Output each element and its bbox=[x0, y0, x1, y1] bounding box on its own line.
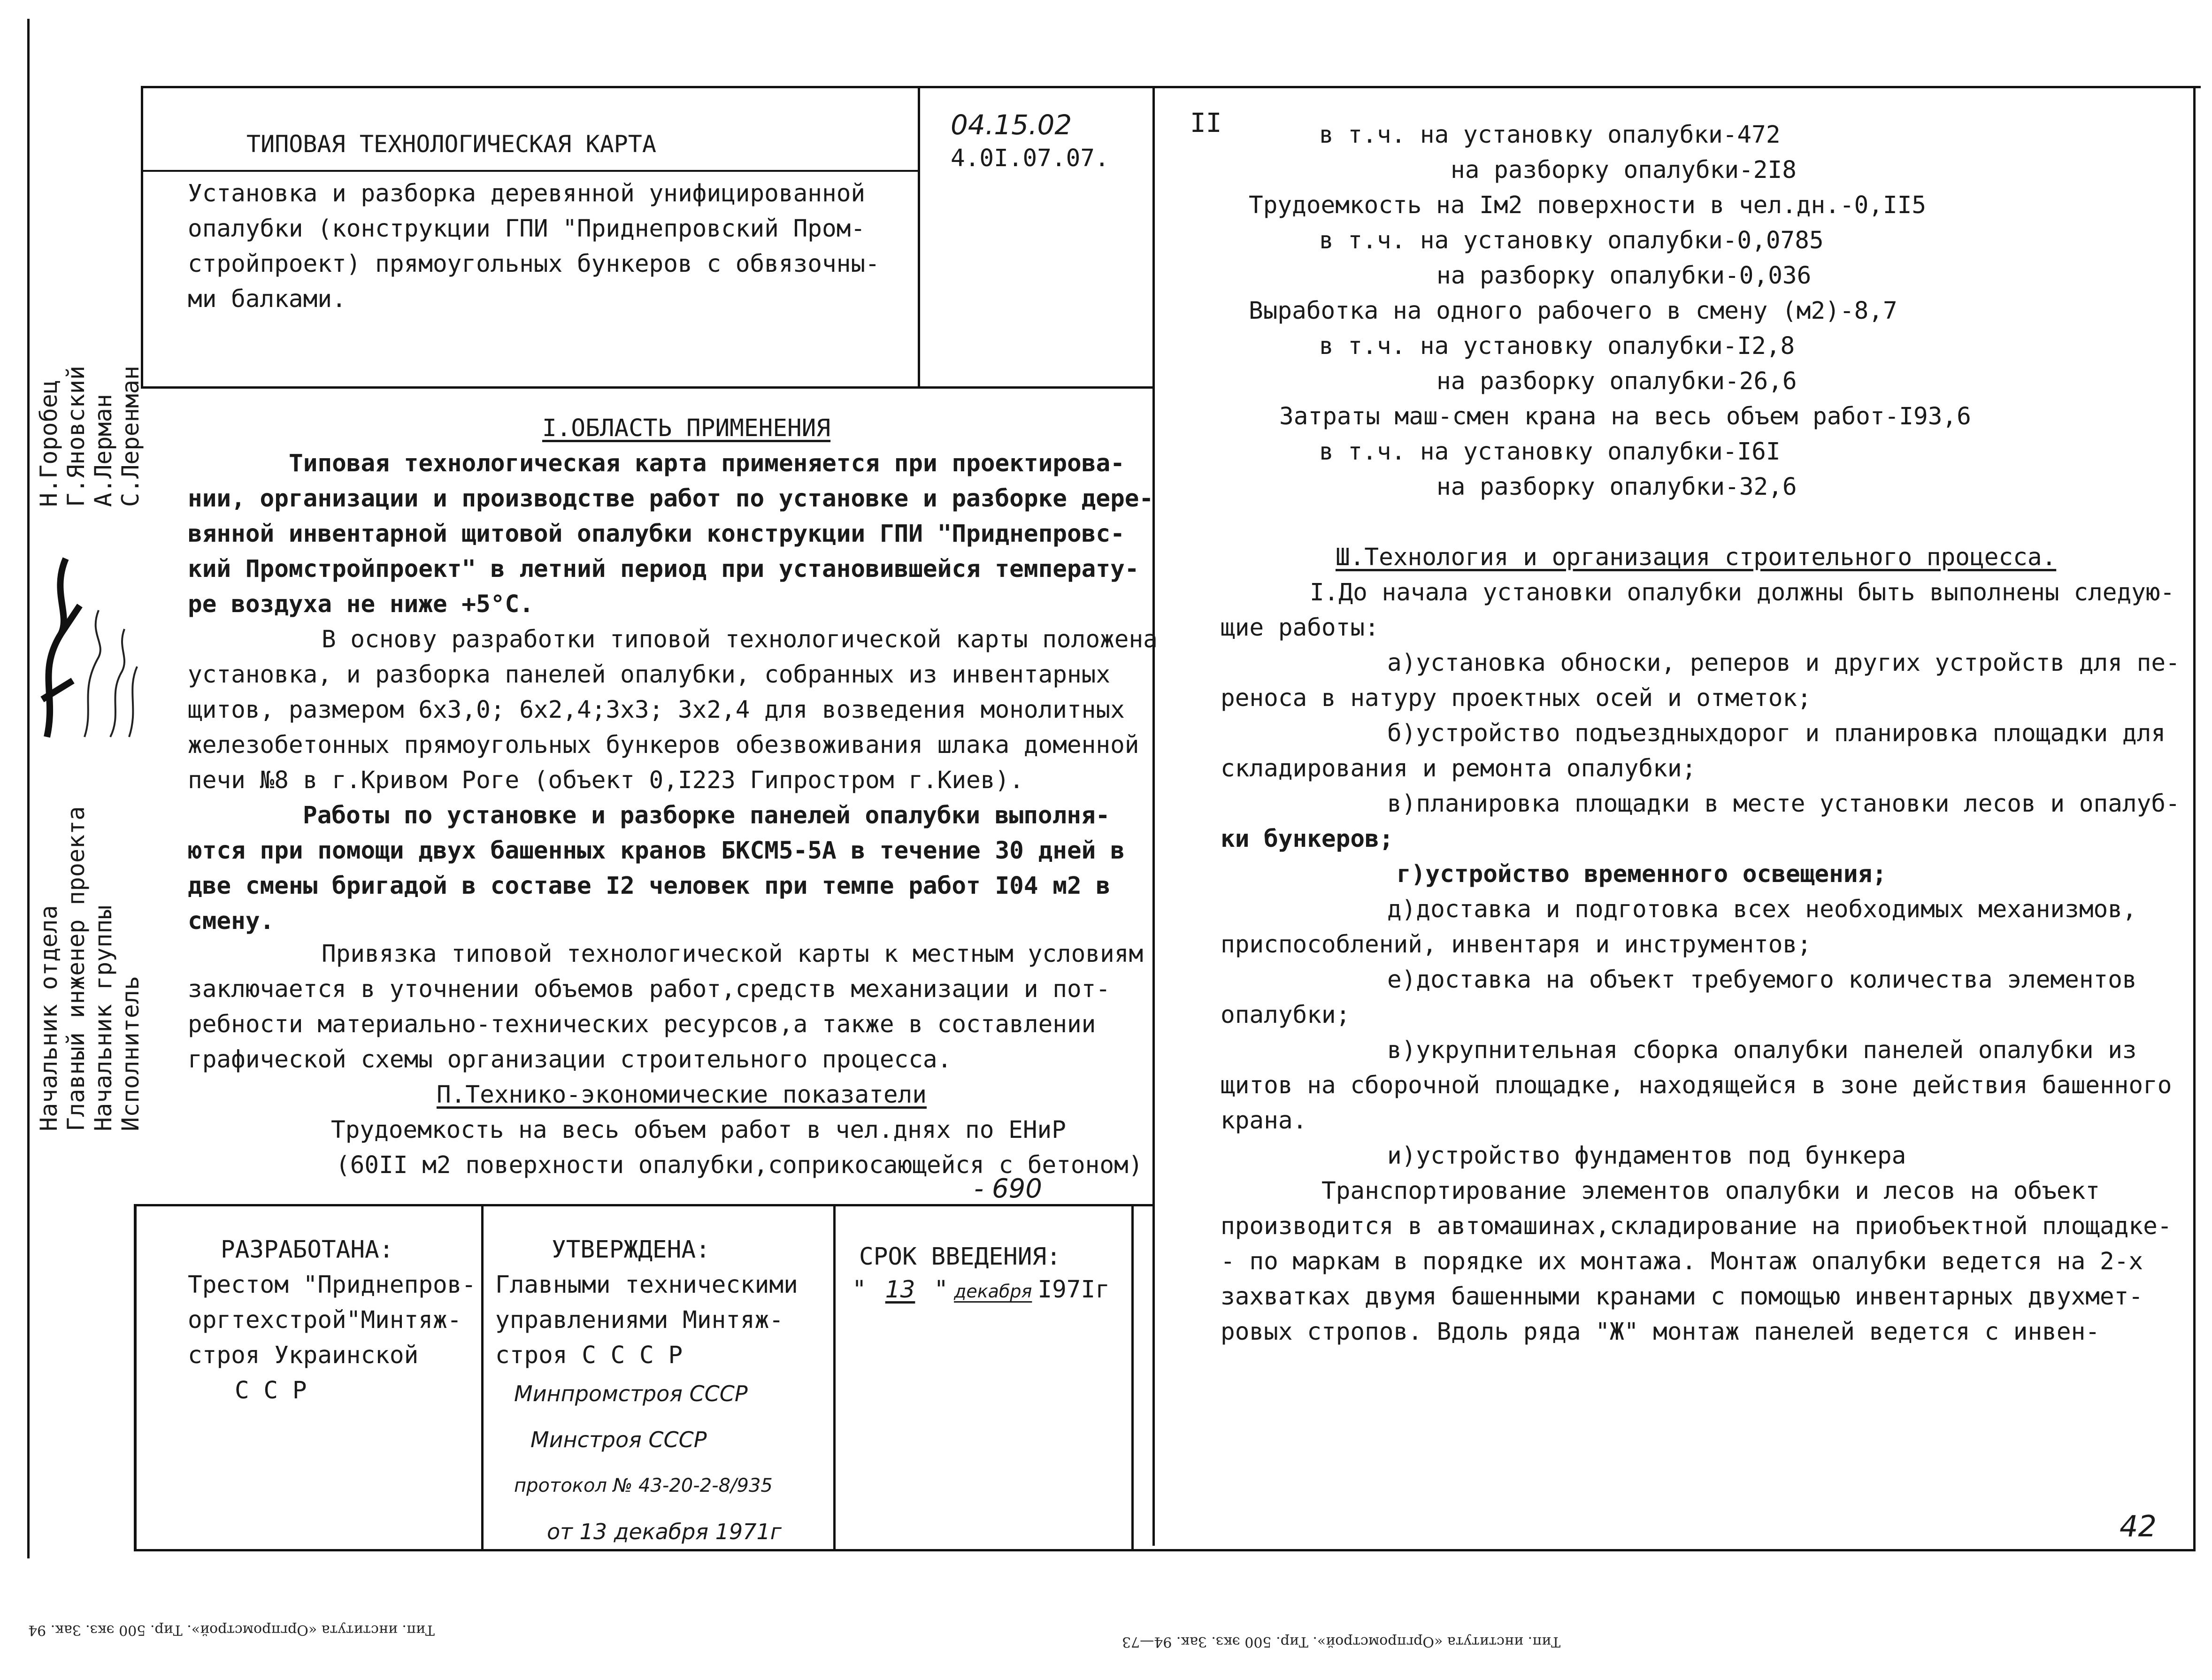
date-month: декабря bbox=[954, 1281, 1032, 1302]
signature-roles bbox=[35, 806, 144, 1131]
text-line: в)укрупнительная сборка опалубки панелей опалубки из bbox=[1387, 1036, 2137, 1064]
text-line: Типовая технологическая карта применяется при проектирова- bbox=[289, 450, 1125, 477]
text-line: строя Украинской bbox=[188, 1342, 419, 1369]
text-line: ровых стропов. Вдоль ряда "Ж" монтаж панелей ведется с инвен- bbox=[1221, 1318, 2100, 1346]
date-year: I97Iг bbox=[1037, 1276, 1110, 1304]
text-line: (60II м2 поверхности опалубки,соприкосающейся с бетоном) bbox=[336, 1151, 1143, 1179]
text-line: вянной инвентарной щитовой опалубки конструкции ГПИ "Приднепровс- bbox=[188, 520, 1125, 548]
text-line: ребности материально-технических ресурсов,а также в составлении bbox=[188, 1011, 1096, 1038]
section1-para1 bbox=[188, 446, 1153, 622]
subject-line: Установка и разборка деревянной унифицированной bbox=[188, 180, 866, 207]
frame-left-lower bbox=[134, 1204, 137, 1551]
section2-text bbox=[331, 1112, 1143, 1183]
text-line: Минстроя СССР bbox=[530, 1427, 707, 1452]
date-day: 13 bbox=[885, 1276, 915, 1303]
text-line: кий Промстройпроект" в летний период при установившейся температу- bbox=[188, 555, 1139, 583]
page-marker: II bbox=[1190, 108, 1222, 138]
text-line: реноса в натуру проектных осей и отметок; bbox=[1221, 684, 1812, 712]
text-line: щие работы: bbox=[1221, 614, 1379, 642]
text-line: ки бункеров; bbox=[1221, 825, 1394, 853]
text-line: оргтехстрой"Минтяж- bbox=[188, 1306, 462, 1334]
text-line: графической схемы организации строительного процесса. bbox=[188, 1046, 952, 1074]
stat-line: в т.ч. на установку опалубки-I6I bbox=[1319, 438, 1781, 466]
text-line: управлениями Минтяж- bbox=[495, 1306, 784, 1334]
text-line: Главными техническими bbox=[495, 1271, 798, 1299]
text-line: производится в автомашинах,складирование на приобъектной площадке- bbox=[1221, 1212, 2172, 1240]
text-line: от 13 декабря 1971г bbox=[547, 1519, 782, 1544]
footer-div-3 bbox=[1131, 1204, 1134, 1551]
signer-name: Г.Яновский bbox=[62, 365, 90, 507]
text-line: опалубки; bbox=[1221, 1001, 1351, 1029]
text-line: д)доставка и подготовка всех необходимых механизмов, bbox=[1387, 896, 2137, 923]
role-label: Начальник отдела bbox=[35, 905, 62, 1131]
text-line: протокол № 43-20-2-8/935 bbox=[514, 1475, 773, 1496]
text-line: а)установка обноски, реперов и других устройств для пе- bbox=[1387, 649, 2180, 677]
date-value: " 13 " декабря I97Iг bbox=[852, 1276, 1110, 1304]
text-line: г)устройство временного освещения; bbox=[1397, 860, 1887, 888]
text-line: Трестом "Приднепров- bbox=[188, 1271, 476, 1299]
code-right-divider bbox=[1152, 86, 1155, 1546]
stat-line: Трудоемкость на Iм2 поверхности в чел.дн.-0,II5 bbox=[1249, 192, 1927, 219]
card-code: 4.0I.07.07. bbox=[951, 145, 1109, 172]
section1-para4 bbox=[188, 936, 1143, 1077]
stat-line: на разборку опалубки-0,036 bbox=[1436, 262, 1812, 290]
section1-heading: I.ОБЛАСТЬ ПРИМЕНЕНИЯ bbox=[542, 414, 831, 442]
stat-line: в т.ч. на установку опалубки-I2,8 bbox=[1319, 332, 1795, 360]
text-line: Минпромстроя СССР bbox=[514, 1381, 748, 1406]
stat-line: в т.ч. на установку опалубки-0,0785 bbox=[1319, 227, 1824, 254]
text-line: строя С С С Р bbox=[495, 1342, 683, 1369]
text-line: установка, и разборка панелей опалубки, собранных из инвентарных bbox=[188, 661, 1111, 689]
text-line: складирования и ремонта опалубки; bbox=[1221, 755, 1697, 782]
text-line: I.До начала установки опалубки должны быть выполнены следую- bbox=[1310, 579, 2175, 606]
subject-text bbox=[188, 176, 880, 317]
text-line: заключается в уточнении объемов работ,средств механизации и пот- bbox=[188, 975, 1111, 1003]
signer-name: Н.Горобец bbox=[35, 380, 62, 507]
text-line: щитов, размером 6х3,0; 6х2,4;3х3; 3х2,4 для возведения монолитных bbox=[188, 696, 1125, 724]
developed-box bbox=[188, 1232, 476, 1408]
left-margin-line bbox=[27, 19, 30, 1558]
stat-line: на разборку опалубки-2I8 bbox=[1451, 156, 1797, 184]
text-line: в)планировка площадки в месте установки лесов и опалуб- bbox=[1387, 790, 2180, 818]
stats-block bbox=[1249, 117, 1971, 505]
role-label: Главный инженер проекта bbox=[62, 806, 90, 1131]
card-title: ТИПОВАЯ ТЕХНОЛОГИЧЕСКАЯ КАРТА bbox=[246, 130, 656, 158]
imprint-left: Тип. института «Оргпромстрой». Тир. 500 экз. Зак. 94 bbox=[28, 1622, 435, 1638]
subject-line: стройпроект) прямоугольных бункеров с обвязочны- bbox=[188, 250, 880, 278]
footer-div-2 bbox=[833, 1204, 836, 1551]
stat-line: на разборку опалубки-26,6 bbox=[1436, 368, 1797, 395]
title-underline bbox=[141, 170, 919, 172]
text-line: В основу разработки типовой технологической карты положена bbox=[322, 626, 1158, 653]
approved-handwritten bbox=[514, 1371, 782, 1555]
labor-total-handwritten: - 690 bbox=[974, 1174, 1042, 1204]
text-line: С С Р bbox=[235, 1377, 307, 1404]
frame-left bbox=[141, 86, 143, 386]
date-label: СРОК ВВЕДЕНИЯ: bbox=[859, 1243, 1061, 1271]
title-right-divider bbox=[918, 86, 920, 386]
handwritten-signatures bbox=[28, 493, 141, 756]
text-line: Привязка типовой технологической карты к местным условиям bbox=[322, 940, 1144, 968]
subject-line: ми балками. bbox=[188, 285, 346, 313]
signer-name: А.Лерман bbox=[90, 394, 117, 507]
developed-label: РАЗРАБОТАНА: bbox=[221, 1236, 394, 1264]
header-bottom bbox=[141, 386, 1154, 389]
text-line: б)устройство подъездныхдорог и планировка площадки для bbox=[1387, 720, 2166, 747]
text-line: крана. bbox=[1221, 1107, 1307, 1135]
frame-top bbox=[141, 86, 2201, 88]
role-label: Исполнитель bbox=[117, 975, 144, 1131]
footer-top bbox=[134, 1204, 1155, 1206]
text-line: смену. bbox=[188, 907, 275, 935]
approved-label: УТВЕРЖДЕНА: bbox=[552, 1236, 710, 1264]
text-line: нии, организации и производстве работ по установке и разборке дере- bbox=[188, 485, 1154, 513]
text-line: Трудоемкость на весь объем работ в чел.днях по ЕНиР bbox=[331, 1116, 1066, 1144]
section3-body bbox=[1221, 575, 2180, 1350]
text-line: ются при помощи двух башенных кранов БКСМ5-5А в течение 30 дней в bbox=[188, 837, 1125, 865]
text-line: Работы по установке и разборке панелей опалубки выполня- bbox=[303, 802, 1110, 829]
page-number: 42 bbox=[2120, 1509, 2157, 1543]
subject-line: опалубки (конструкции ГПИ "Приднепровский Пром- bbox=[188, 215, 866, 243]
footer-div-1 bbox=[481, 1204, 484, 1551]
stat-line: Выработка на одного рабочего в смену (м2)-8,7 bbox=[1249, 297, 1897, 325]
stat-line: Затраты маш-смен крана на весь объем работ-I93,6 bbox=[1279, 403, 1971, 430]
text-line: приспособлений, инвентаря и инструментов; bbox=[1221, 931, 1812, 959]
stat-line: в т.ч. на установку опалубки-472 bbox=[1319, 121, 1781, 149]
section1-para3 bbox=[188, 798, 1125, 939]
role-label: Начальник группы bbox=[90, 905, 117, 1131]
text-line: е)доставка на объект требуемого количества элементов bbox=[1387, 966, 2137, 994]
stat-line: на разборку опалубки-32,6 bbox=[1436, 473, 1797, 501]
signature-names bbox=[35, 366, 144, 507]
text-line: Транспортирование элементов опалубки и лесов на объект bbox=[1321, 1177, 2100, 1205]
section3-heading: Ш.Технология и организация строительного процесса. bbox=[1336, 544, 2057, 571]
text-line: - по маркам в порядке их монтажа. Монтаж опалубки ведется на 2-х bbox=[1221, 1248, 2143, 1275]
frame-right bbox=[2193, 86, 2196, 1551]
imprint-right: Тип. института «Оргпромстрой». Тир. 500 экз. Зак. 94—73 bbox=[1122, 1634, 1561, 1650]
text-line: две смены бригадой в составе I2 человек при темпе работ I04 м2 в bbox=[188, 872, 1111, 900]
approved-box bbox=[495, 1232, 798, 1373]
text-line: щитов на сборочной площадке, находящейся в зоне действия башенного bbox=[1221, 1072, 2172, 1099]
text-line: и)устройство фундаментов под бункера bbox=[1387, 1142, 1906, 1170]
signer-name: С.Леренман bbox=[117, 365, 144, 507]
text-line: ре воздуха не ниже +5°С. bbox=[188, 591, 534, 618]
section2-heading: П.Технико-экономические показатели bbox=[437, 1081, 927, 1109]
frame-bottom bbox=[134, 1549, 2195, 1551]
code-handwritten: 04.15.02 bbox=[951, 109, 1072, 141]
text-line: печи №8 в г.Кривом Роге (объект 0,I223 Гипростром г.Киев). bbox=[188, 767, 1024, 794]
section1-para2 bbox=[188, 622, 1158, 798]
text-line: захватках двумя башенными кранами с помощью инвентарных двухмет- bbox=[1221, 1283, 2143, 1311]
text-line: железобетонных прямоугольных бункеров обезвоживания шлака доменной bbox=[188, 731, 1139, 759]
